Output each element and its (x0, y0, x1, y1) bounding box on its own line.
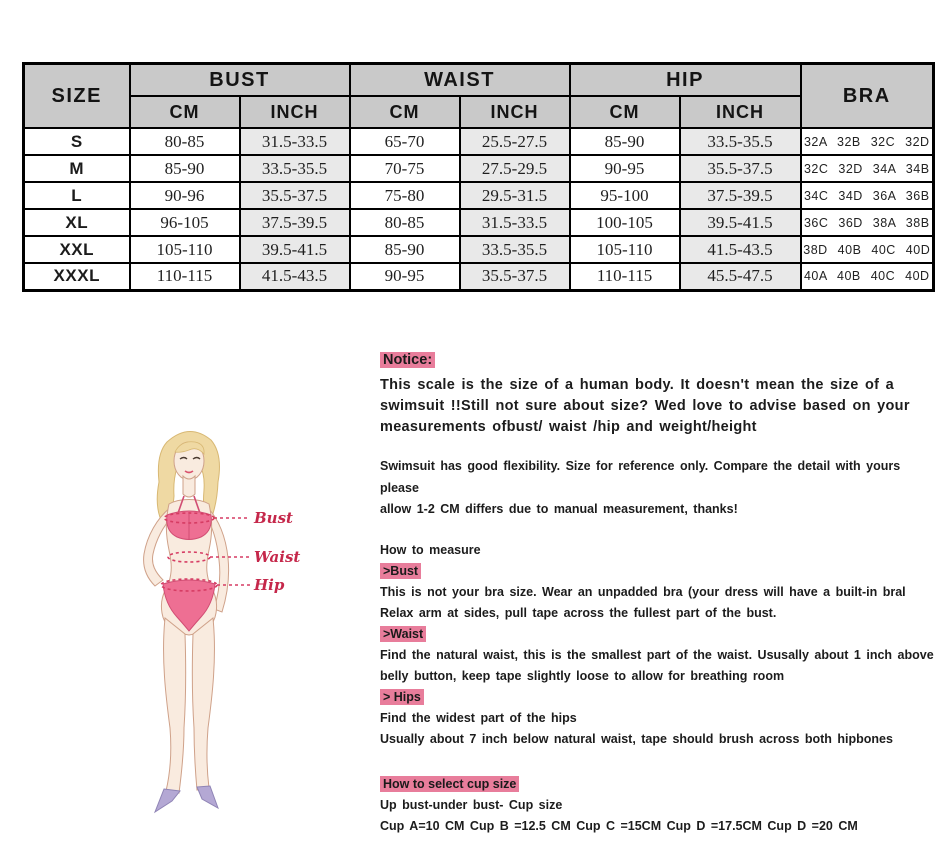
bust-section-heading (380, 561, 940, 582)
bra-value: 40A 40B 40C 40D (801, 263, 934, 290)
hip-inch-value: 41.5-43.5 (680, 236, 801, 263)
hip-label: Hip (254, 576, 285, 594)
right-leg-shape (192, 618, 214, 790)
table-row-xxxl (24, 263, 934, 290)
bra-value: 32A 32B 32C 32D (801, 128, 934, 155)
how-to-measure-heading: How to measure (380, 542, 481, 557)
notice-heading-highlight: Notice: (380, 352, 435, 368)
notice-intro-line: swimsuit !!Still not sure about size? Wed love to advise based on your (380, 398, 910, 414)
waist-cm-value: 90-95 (350, 263, 460, 290)
flexibility-paragraph (380, 456, 940, 521)
table-header-row-units (24, 96, 934, 128)
hips-heading-highlight: > Hips (380, 689, 424, 705)
notice-section (380, 352, 940, 837)
hip-inch-value: 37.5-39.5 (680, 182, 801, 209)
bust-inch-value: 39.5-41.5 (240, 236, 350, 263)
hip-cm-value: 95-100 (570, 182, 680, 209)
hip-cm-value: 105-110 (570, 236, 680, 263)
waist-inch-value: 27.5-29.5 (460, 155, 570, 182)
waist-inch-value: 31.5-33.5 (460, 209, 570, 236)
cup-size-heading (380, 774, 940, 795)
hip-cm-value: 110-115 (570, 263, 680, 290)
header-bust-inch: INCH (240, 96, 350, 128)
header-hip-inch: INCH (680, 96, 801, 128)
cup-size-section (380, 774, 940, 837)
flexibility-line: allow 1-2 CM differs due to manual measurement, thanks! (380, 502, 738, 516)
bra-value: 34C 34D 36A 36B (801, 182, 934, 209)
waist-cm-value: 75-80 (350, 182, 460, 209)
hip-inch-value: 33.5-35.5 (680, 128, 801, 155)
notice-heading (380, 352, 940, 368)
hip-cm-value: 85-90 (570, 128, 680, 155)
measurement-figure (105, 420, 355, 820)
header-size: SIZE (24, 64, 130, 129)
left-shoe-shape (155, 789, 180, 812)
bust-cm-value: 110-115 (130, 263, 240, 290)
waist-label: Waist (254, 548, 301, 566)
bust-inch-value: 41.5-43.5 (240, 263, 350, 290)
waist-cm-value: 80-85 (350, 209, 460, 236)
hips-instruction-line: Usually about 7 inch below natural waist, tape should brush across both hipbones (380, 731, 893, 746)
notice-intro-paragraph (380, 375, 940, 438)
size-label: L (24, 182, 130, 209)
cup-instruction-line: Cup A=10 CM Cup B =12.5 CM Cup C =15CM Cup D =17.5CM Cup D =20 CM (380, 818, 858, 833)
header-hip-cm: CM (570, 96, 680, 128)
cup-instruction-line: Up bust-under bust- Cup size (380, 797, 563, 812)
waist-inch-value: 33.5-35.5 (460, 236, 570, 263)
woman-sketch-illustration (105, 420, 355, 820)
how-to-measure-section (380, 540, 940, 750)
bust-instruction-line: Relax arm at sides, pull tape across the fullest part of the bust. (380, 605, 777, 620)
bra-value: 38D 40B 40C 40D (801, 236, 934, 263)
waist-inch-value: 29.5-31.5 (460, 182, 570, 209)
hips-instruction-line: Find the widest part of the hips (380, 710, 577, 725)
header-hip: HIP (570, 64, 801, 97)
table-row-xl (24, 209, 934, 236)
waist-instruction-line: belly button, keep tape slightly loose to allow for breathing room (380, 668, 785, 683)
table-row-m (24, 155, 934, 182)
bust-cm-value: 90-96 (130, 182, 240, 209)
bust-label: Bust (254, 509, 293, 527)
bra-value: 32C 32D 34A 34B (801, 155, 934, 182)
bust-heading-highlight: >Bust (380, 563, 421, 579)
bust-inch-value: 35.5-37.5 (240, 182, 350, 209)
waist-heading-highlight: >Waist (380, 626, 426, 642)
header-waist: WAIST (350, 64, 570, 97)
size-label: M (24, 155, 130, 182)
hip-inch-value: 39.5-41.5 (680, 209, 801, 236)
bust-cm-value: 96-105 (130, 209, 240, 236)
notice-intro-line: measurements ofbust/ waist /hip and weight/height (380, 419, 757, 435)
flexibility-line: Swimsuit has good flexibility. Size for reference only. Compare the detail with yours please (380, 459, 901, 495)
table-row-l (24, 182, 934, 209)
waist-section-heading (380, 624, 940, 645)
bust-inch-value: 31.5-33.5 (240, 128, 350, 155)
bust-inch-value: 37.5-39.5 (240, 209, 350, 236)
hip-inch-value: 35.5-37.5 (680, 155, 801, 182)
size-label: XXXL (24, 263, 130, 290)
left-leg-shape (164, 618, 186, 793)
table-row-s (24, 128, 934, 155)
waist-cm-value: 65-70 (350, 128, 460, 155)
bust-cm-value: 85-90 (130, 155, 240, 182)
size-label: S (24, 128, 130, 155)
size-label: XXL (24, 236, 130, 263)
bust-cm-value: 105-110 (130, 236, 240, 263)
size-label: XL (24, 209, 130, 236)
bra-value: 36C 36D 38A 38B (801, 209, 934, 236)
header-bra: BRA (801, 64, 934, 129)
hip-inch-value: 45.5-47.5 (680, 263, 801, 290)
waist-inch-value: 25.5-27.5 (460, 128, 570, 155)
bust-inch-value: 33.5-35.5 (240, 155, 350, 182)
waist-instruction-line: Find the natural waist, this is the smallest part of the waist. Ususally about 1 inch above (380, 647, 934, 662)
waist-inch-value: 35.5-37.5 (460, 263, 570, 290)
header-bust: BUST (130, 64, 350, 97)
header-waist-cm: CM (350, 96, 460, 128)
table-header-row-groups (24, 64, 934, 97)
waist-cm-value: 70-75 (350, 155, 460, 182)
bust-cm-value: 80-85 (130, 128, 240, 155)
header-waist-inch: INCH (460, 96, 570, 128)
table-row-xxl (24, 236, 934, 263)
cup-heading-highlight: How to select cup size (380, 776, 519, 792)
hip-cm-value: 100-105 (570, 209, 680, 236)
hip-cm-value: 90-95 (570, 155, 680, 182)
waist-cm-value: 85-90 (350, 236, 460, 263)
bust-instruction-line: This is not your bra size. Wear an unpadded bra (your dress will have a built-in bral (380, 584, 906, 599)
size-chart-table (22, 62, 935, 292)
neck-shape (183, 476, 195, 497)
right-shoe-shape (197, 786, 218, 808)
notice-intro-line: This scale is the size of a human body. It doesn't mean the size of a (380, 377, 894, 393)
header-bust-cm: CM (130, 96, 240, 128)
hips-section-heading (380, 687, 940, 708)
